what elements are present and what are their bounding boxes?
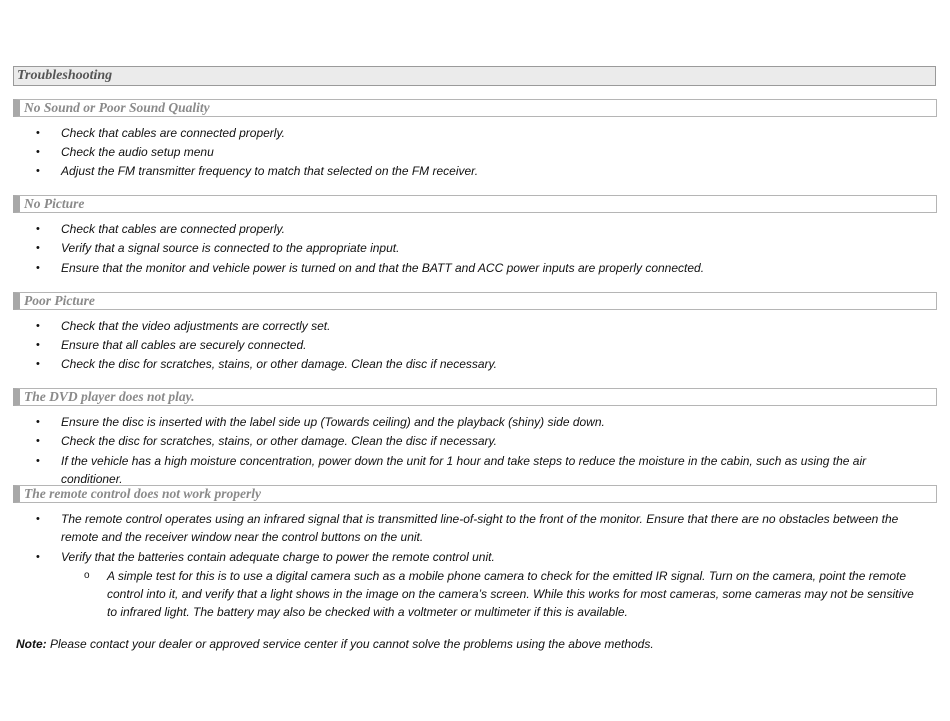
sub-list-item-text: A simple test for this is to use a digital camera such as a mobile phone camera to check for the emitted IR signal. Turn on the camera, point the remote control into it, and verify that a light shows in the image on the camera’s screen. While this works for most cameras, some cameras may not be sensitive to infrared light. The battery may also be checked with a voltmeter or multimeter if this is available.	[107, 569, 914, 619]
bullet-icon: •	[36, 223, 40, 235]
list-item-text: Ensure that the monitor and vehicle power is turned on and that the BATT and ACC power inputs are properly connected.	[61, 261, 705, 275]
section-header-no-picture: No Picture	[13, 195, 937, 213]
bullet-icon: •	[36, 358, 40, 370]
list-item-text: Check that cables are connected properly.	[61, 222, 285, 236]
list-item-text: Check that the video adjustments are correctly set.	[61, 319, 331, 333]
list-item-text: Check the audio setup menu	[61, 145, 214, 159]
section-header-no-sound: No Sound or Poor Sound Quality	[13, 99, 937, 117]
bullet-icon: •	[36, 165, 40, 177]
list-item-text: Check that cables are connected properly.	[61, 126, 285, 140]
circle-bullet-icon: o	[84, 570, 90, 581]
bullet-icon: •	[36, 127, 40, 139]
list-item-text: Check the disc for scratches, stains, or other damage. Clean the disc if necessary.	[61, 357, 497, 371]
list-item-text: Ensure the disc is inserted with the label side up (Towards ceiling) and the playback (shiny) side down.	[61, 415, 605, 429]
list-item-text: Check the disc for scratches, stains, or other damage. Clean the disc if necessary.	[61, 434, 497, 448]
note-text: Please contact your dealer or approved service center if you cannot solve the problems using the above methods.	[46, 637, 654, 651]
page-title: Troubleshooting	[13, 66, 936, 86]
bullet-icon: •	[36, 339, 40, 351]
note-label: Note:	[16, 637, 47, 651]
list-item-text: The remote control operates using an infrared signal that is transmitted line-of-sight to the front of the monitor. Ensure that there are no obstacles between the remote and the receiver window near the control buttons on the unit.	[61, 512, 899, 544]
bullet-icon: •	[36, 242, 40, 254]
bullet-icon: •	[36, 146, 40, 158]
section-header-poor-picture: Poor Picture	[13, 292, 937, 310]
bullet-icon: •	[36, 513, 40, 525]
bullet-icon: •	[36, 455, 40, 467]
section-header-remote-control: The remote control does not work properly	[13, 485, 937, 503]
bullet-icon: •	[36, 435, 40, 447]
bullet-icon: •	[36, 416, 40, 428]
bullet-icon: •	[36, 551, 40, 563]
section-header-dvd-no-play: The DVD player does not play.	[13, 388, 937, 406]
footer-note	[16, 635, 654, 653]
list-item-text: Verify that the batteries contain adequate charge to power the remote control unit.	[61, 550, 495, 564]
list-item-text: Ensure that all cables are securely connected.	[61, 338, 307, 352]
list-item-text: If the vehicle has a high moisture concentration, power down the unit for 1 hour and take steps to reduce the moisture in the cabin, such as using the air conditioner.	[61, 454, 867, 486]
bullet-icon: •	[36, 320, 40, 332]
list-item-text: Adjust the FM transmitter frequency to match that selected on the FM receiver.	[61, 164, 479, 178]
bullet-icon: •	[36, 262, 40, 274]
list-item-text: Verify that a signal source is connected to the appropriate input.	[61, 241, 400, 255]
